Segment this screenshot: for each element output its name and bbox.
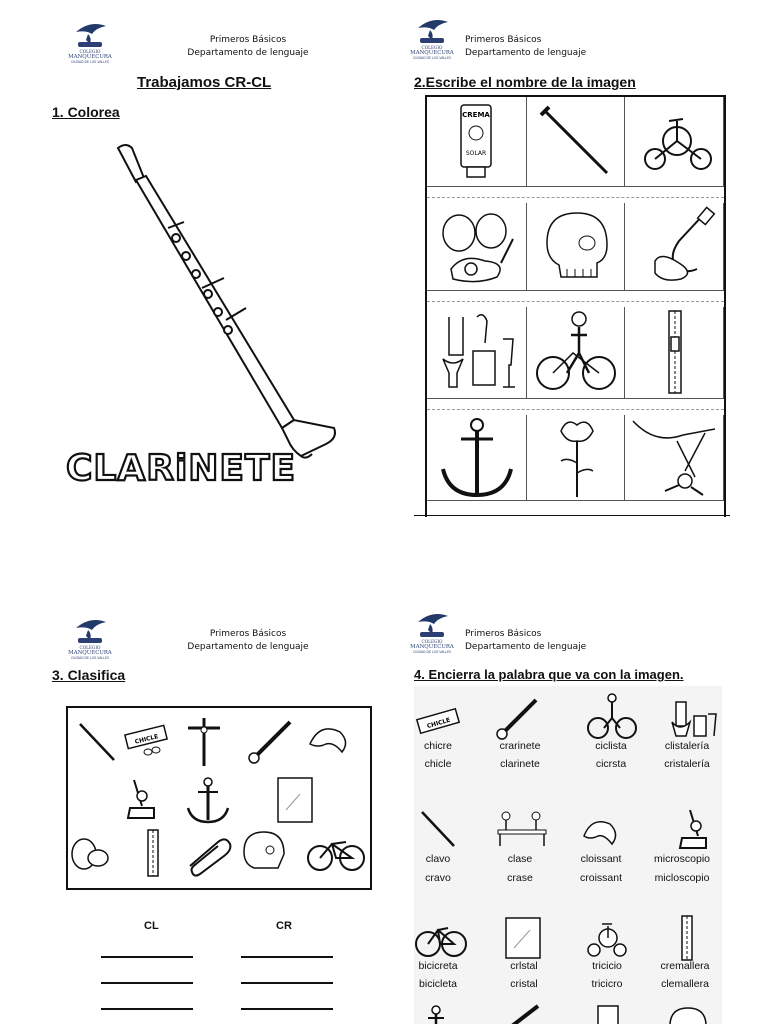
word-option[interactable]: clarinete (500, 758, 540, 770)
column-header-cr: CR (276, 920, 292, 932)
word-option[interactable]: clemallera (661, 978, 709, 990)
word-row-3-icons (414, 914, 722, 962)
logo-text-sub: CIUDAD DE LOS VALLES (71, 60, 109, 64)
word-row-1-icons (414, 692, 722, 740)
school-logo-icon (408, 608, 456, 656)
nail-icon (527, 97, 625, 187)
word-option[interactable]: cicrsta (595, 758, 627, 770)
grid-cell (427, 203, 527, 291)
tricycle-icon (625, 97, 724, 187)
clarinet-word: CLARiNETE (66, 448, 297, 489)
clarinet-icon (118, 145, 335, 458)
word-option[interactable]: croissant (579, 872, 622, 884)
clarinet-icon (512, 1006, 538, 1024)
grid-cell (427, 97, 527, 187)
logo-text-main: MANQUECURA (68, 650, 112, 656)
word-option[interactable]: crlstal (510, 960, 538, 972)
grid-cell (625, 307, 724, 399)
zipper-icon (148, 830, 158, 876)
logo-text-top: COLEGIO (79, 49, 101, 54)
classify-box (66, 706, 372, 890)
gum-icon (125, 725, 167, 755)
anchor-icon (427, 415, 527, 501)
worksheet-title: Trabajamos CR-CL (137, 74, 272, 91)
microscope-icon (680, 810, 706, 848)
clarinet-icon (249, 722, 290, 763)
grid-cell (527, 203, 625, 291)
word-option[interactable]: crarinete (499, 740, 541, 752)
logo-text-sub: CIUDAD DE LOS VALLES (413, 650, 451, 654)
crystal-icon (506, 918, 540, 958)
word-option[interactable]: cloissant (580, 853, 622, 865)
anchor-icon (188, 778, 228, 822)
croissant-icon (584, 822, 616, 844)
section2-heading: 2.Escribe el nombre de la imagen (414, 74, 636, 90)
grid-cell (625, 415, 724, 501)
header-line1: Primeros Básicos (209, 629, 287, 639)
word-option[interactable]: cristalería (664, 758, 710, 770)
grid-cell (527, 97, 625, 187)
glassware-icon (672, 702, 716, 736)
answer-blank[interactable] (241, 1008, 333, 1010)
zipper-icon (625, 307, 724, 399)
grid-cell (527, 307, 625, 399)
word-option[interactable]: crase (507, 872, 533, 884)
bicycle-icon (416, 928, 466, 956)
glassware-icon (427, 307, 527, 399)
cream-label-bottom: SOLAR (465, 150, 487, 157)
skull-icon (244, 832, 284, 868)
word-option[interactable]: chicre (423, 740, 452, 752)
header-line1: Primeros Básicos (465, 629, 542, 639)
tricycle-icon (588, 924, 626, 956)
skull-icon (670, 1008, 706, 1024)
crucifix-icon (188, 718, 220, 766)
picture-grid (425, 95, 726, 517)
column-header-cl: CL (144, 920, 159, 932)
section3-heading: 3. Clasifica (52, 667, 126, 683)
carnation-icon (527, 415, 625, 501)
logo-text-main: MANQUECURA (410, 644, 454, 650)
word-option[interactable]: bicicleta (419, 978, 457, 990)
school-logo-icon (66, 18, 114, 66)
word-row-2-icons (414, 806, 722, 852)
header-bottom-right (408, 608, 668, 658)
header-bottom-left (66, 614, 326, 664)
logo-text-sub: CIUDAD DE LOS VALLES (413, 56, 451, 60)
word-option[interactable]: cristal (510, 978, 538, 990)
grid-cell (625, 203, 724, 291)
section4-heading: 4. Encierra la palabra que va con la imagen. (414, 667, 684, 682)
chicle-label: CHICLE (134, 733, 160, 746)
logo-text-main: MANQUECURA (68, 54, 112, 60)
clarinet-icon (497, 700, 536, 739)
classify-pictures (68, 708, 370, 888)
word-choice-panel (414, 686, 722, 1024)
logo-text-main: MANQUECURA (410, 50, 454, 56)
zipper-icon (682, 916, 692, 960)
nail-icon (422, 812, 454, 846)
sunscreen-cream-icon (598, 1006, 618, 1024)
logo-text-top: COLEGIO (421, 639, 443, 644)
skull-icon (527, 203, 625, 291)
microscope-icon (128, 780, 154, 818)
trapeze-icon (625, 415, 724, 501)
sunscreen-cream-icon (427, 97, 527, 187)
word-option[interactable]: ciclista (595, 740, 627, 752)
logo-text-top: COLEGIO (79, 645, 101, 650)
nail-icon (80, 724, 114, 760)
word-option[interactable]: cremallera (660, 960, 710, 972)
logo-text-top: COLEGIO (421, 45, 443, 50)
bicycle-icon (308, 842, 364, 870)
classroom-icon (498, 812, 546, 846)
header-line1: Primeros Básicos (209, 35, 287, 45)
anchor-icon (428, 1006, 444, 1024)
grid-cell (427, 307, 527, 399)
egg-yolk-icon (427, 203, 527, 291)
header-line2: Departamento de lenguaje (465, 48, 587, 58)
answer-blank[interactable] (101, 956, 193, 958)
header-line2: Departamento de lenguaje (187, 48, 309, 58)
gum-icon (417, 709, 459, 733)
egg-icon (72, 839, 108, 869)
word-option[interactable]: cravo (425, 872, 451, 884)
header-line2: Departamento de lenguaje (187, 642, 309, 652)
clarinet-coloring-image (56, 138, 346, 513)
cyclist-icon (527, 307, 625, 399)
word-option[interactable]: chicle (424, 758, 452, 770)
section1-heading: 1. Colorea (52, 104, 120, 120)
word-option[interactable]: tricicro (591, 978, 623, 990)
grid-cell (527, 415, 625, 501)
school-logo-icon (408, 14, 456, 62)
crystal-icon (278, 778, 312, 822)
header-top-right (408, 14, 668, 64)
grid-cell (625, 97, 724, 187)
answer-blank[interactable] (241, 956, 333, 958)
word-option[interactable]: bicicreta (418, 960, 458, 972)
logo-text-sub: CIUDAD DE LOS VALLES (71, 656, 109, 660)
header-line2: Departamento de lenguaje (465, 642, 587, 652)
word-option[interactable]: micloscopio (654, 872, 710, 884)
header-line1: Primeros Básicos (465, 35, 542, 45)
cream-label-top: CREMA (462, 111, 490, 119)
grid-cell (427, 415, 527, 501)
answer-blank[interactable] (101, 1008, 193, 1010)
answer-blank[interactable] (241, 982, 333, 984)
word-row-4-icons (414, 1004, 722, 1024)
school-logo-icon (66, 614, 114, 662)
word-option[interactable]: clistalería (664, 740, 710, 752)
header-top-left (66, 18, 326, 68)
answer-blank[interactable] (101, 982, 193, 984)
croissant-icon (310, 729, 346, 752)
word-option[interactable]: clavo (425, 853, 451, 865)
paperclip-icon (190, 839, 230, 875)
chicle-label: CHICLE (426, 716, 452, 731)
cyclist-icon (588, 694, 636, 738)
word-option[interactable]: tricicio (592, 960, 622, 972)
word-option[interactable]: microscopio (653, 853, 711, 865)
microphone-icon (625, 203, 724, 291)
word-option[interactable]: clase (507, 853, 533, 865)
